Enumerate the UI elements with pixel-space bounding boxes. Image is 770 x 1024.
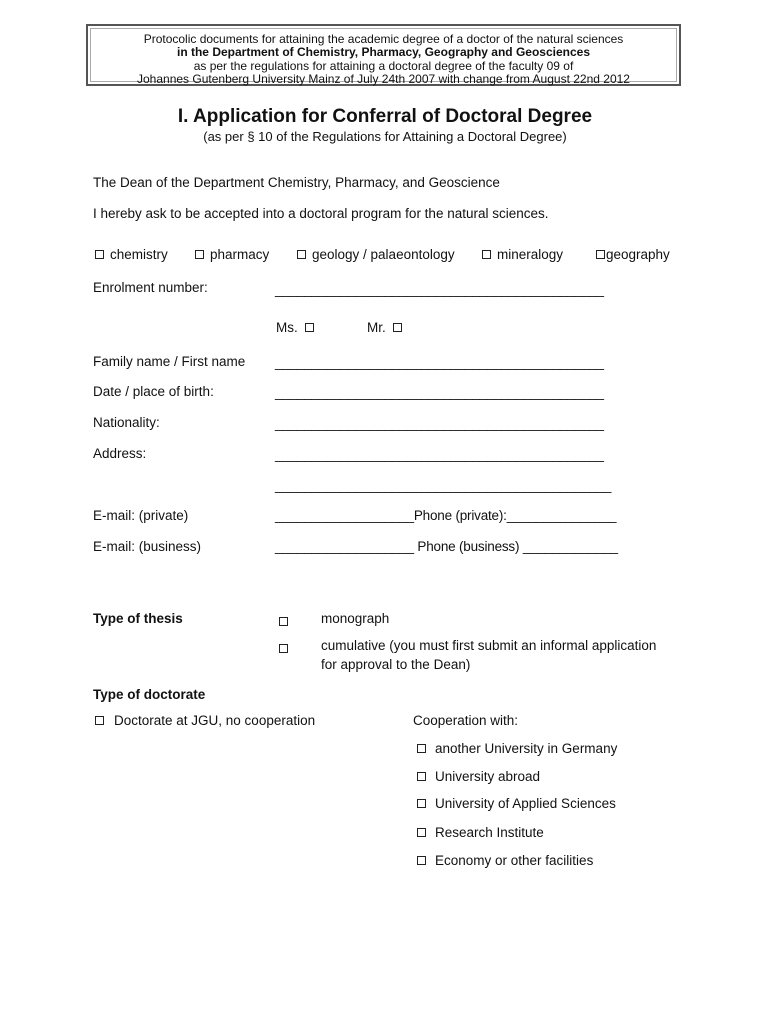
checkbox-icon[interactable] — [482, 250, 491, 259]
email-business-row — [275, 539, 618, 554]
cooperation-option-label: University of Applied Sciences — [435, 796, 616, 811]
document-header-box — [86, 24, 681, 86]
subject-mineralogy-option[interactable] — [482, 247, 563, 262]
enrolment-label: Enrolment number: — [93, 280, 208, 295]
nationality-field[interactable]: _____________________________________________ — [275, 416, 604, 431]
subject-pharmacy-option[interactable] — [195, 247, 269, 262]
birth-label: Date / place of birth: — [93, 384, 214, 399]
cooperation-option[interactable] — [417, 741, 617, 756]
subject-geography-label: geography — [606, 247, 670, 262]
phone-business-field[interactable]: _____________ — [522, 539, 618, 554]
header-line-1: Protocolic documents for attaining the academic degree of a doctor of the natural sciences — [143, 32, 624, 46]
checkbox-icon[interactable] — [417, 799, 426, 808]
checkbox-icon[interactable] — [195, 250, 204, 259]
subject-geography-option[interactable] — [596, 247, 670, 262]
thesis-cumulative-label-line-1: cumulative (you must first submit an informal application — [321, 638, 657, 653]
cooperation-option-label: Economy or other facilities — [435, 853, 594, 868]
checkbox-icon[interactable] — [305, 323, 314, 332]
email-private-row — [275, 508, 616, 523]
cooperation-heading: Cooperation with: — [413, 713, 519, 728]
title-mr-option[interactable] — [367, 320, 408, 335]
dean-line: The Dean of the Department Chemistry, Pharmacy, and Geoscience — [93, 175, 500, 190]
phone-business-label: Phone (business) — [417, 539, 520, 554]
title-ms-option[interactable] — [276, 320, 320, 335]
request-line: I hereby ask to be accepted into a doctoral program for the natural sciences. — [93, 206, 549, 221]
checkbox-icon[interactable] — [417, 828, 426, 837]
header-line-2: in the Department of Chemistry, Pharmacy, Geography and Geosciences — [176, 45, 590, 59]
page-title: I. Application for Conferral of Doctoral Degree — [177, 106, 593, 127]
mr-label: Mr. — [367, 320, 386, 335]
thesis-monograph-label: monograph — [321, 611, 390, 626]
cooperation-option[interactable] — [417, 825, 544, 840]
subject-chemistry-option[interactable] — [95, 247, 168, 262]
ms-label: Ms. — [276, 320, 298, 335]
checkbox-icon[interactable] — [417, 772, 426, 781]
cooperation-option-label: another University in Germany — [435, 741, 618, 756]
birth-field[interactable]: _____________________________________________ — [275, 385, 604, 400]
page-subtitle: (as per § 10 of the Regulations for Attaining a Doctoral Degree) — [203, 129, 567, 144]
thesis-cumulative-checkbox[interactable] — [279, 640, 294, 658]
subject-mineralogy-label: mineralogy — [497, 247, 564, 262]
checkbox-icon[interactable] — [297, 250, 306, 259]
subject-chemistry-label: chemistry — [110, 247, 168, 262]
email-private-label: E-mail: (private) — [93, 508, 189, 523]
thesis-type-heading: Type of thesis — [93, 611, 183, 626]
header-line-3: as per the regulations for attaining a doctoral degree of the faculty 09 of — [193, 59, 574, 73]
family-name-field[interactable]: _____________________________________________ — [275, 355, 604, 370]
email-business-label: E-mail: (business) — [93, 539, 202, 554]
doctorate-jgu-option[interactable] — [95, 713, 315, 728]
checkbox-icon[interactable] — [279, 617, 288, 626]
email-business-field[interactable]: ___________________ — [275, 539, 414, 554]
email-private-field[interactable]: ___________________ — [275, 508, 414, 523]
enrolment-field[interactable]: _____________________________________________ — [275, 282, 604, 297]
nationality-label: Nationality: — [93, 415, 160, 430]
checkbox-icon[interactable] — [279, 644, 288, 653]
cooperation-option-label: Research Institute — [435, 825, 544, 840]
family-name-label: Family name / First name — [93, 354, 246, 369]
checkbox-icon[interactable] — [417, 856, 426, 865]
checkbox-icon[interactable] — [95, 250, 104, 259]
address-label: Address: — [93, 446, 147, 461]
checkbox-icon[interactable] — [95, 716, 104, 725]
phone-private-field[interactable]: _______________ — [506, 508, 617, 523]
phone-private-label: Phone (private): — [413, 508, 507, 523]
header-line-4: Johannes Gutenberg University Mainz of July 24th 2007 with change from August 22nd 2012 — [137, 72, 630, 86]
checkbox-icon[interactable] — [393, 323, 402, 332]
address-field-line-2[interactable]: ______________________________________________ — [275, 478, 612, 493]
subject-pharmacy-label: pharmacy — [210, 247, 270, 262]
cooperation-option[interactable] — [417, 769, 540, 784]
address-field-line-1[interactable]: _____________________________________________ — [275, 447, 604, 462]
thesis-cumulative-label-line-2: for approval to the Dean) — [321, 657, 471, 672]
subject-geology-label: geology / palaeontology — [312, 247, 455, 262]
thesis-monograph-checkbox[interactable] — [279, 613, 294, 631]
subject-geology-option[interactable] — [297, 247, 455, 262]
checkbox-icon[interactable] — [596, 250, 605, 259]
cooperation-option[interactable] — [417, 853, 593, 868]
checkbox-icon[interactable] — [417, 744, 426, 753]
cooperation-option-label: University abroad — [435, 769, 541, 784]
doctorate-jgu-label: Doctorate at JGU, no cooperation — [114, 713, 316, 728]
cooperation-option[interactable] — [417, 796, 616, 811]
doctorate-type-heading: Type of doctorate — [93, 687, 206, 702]
